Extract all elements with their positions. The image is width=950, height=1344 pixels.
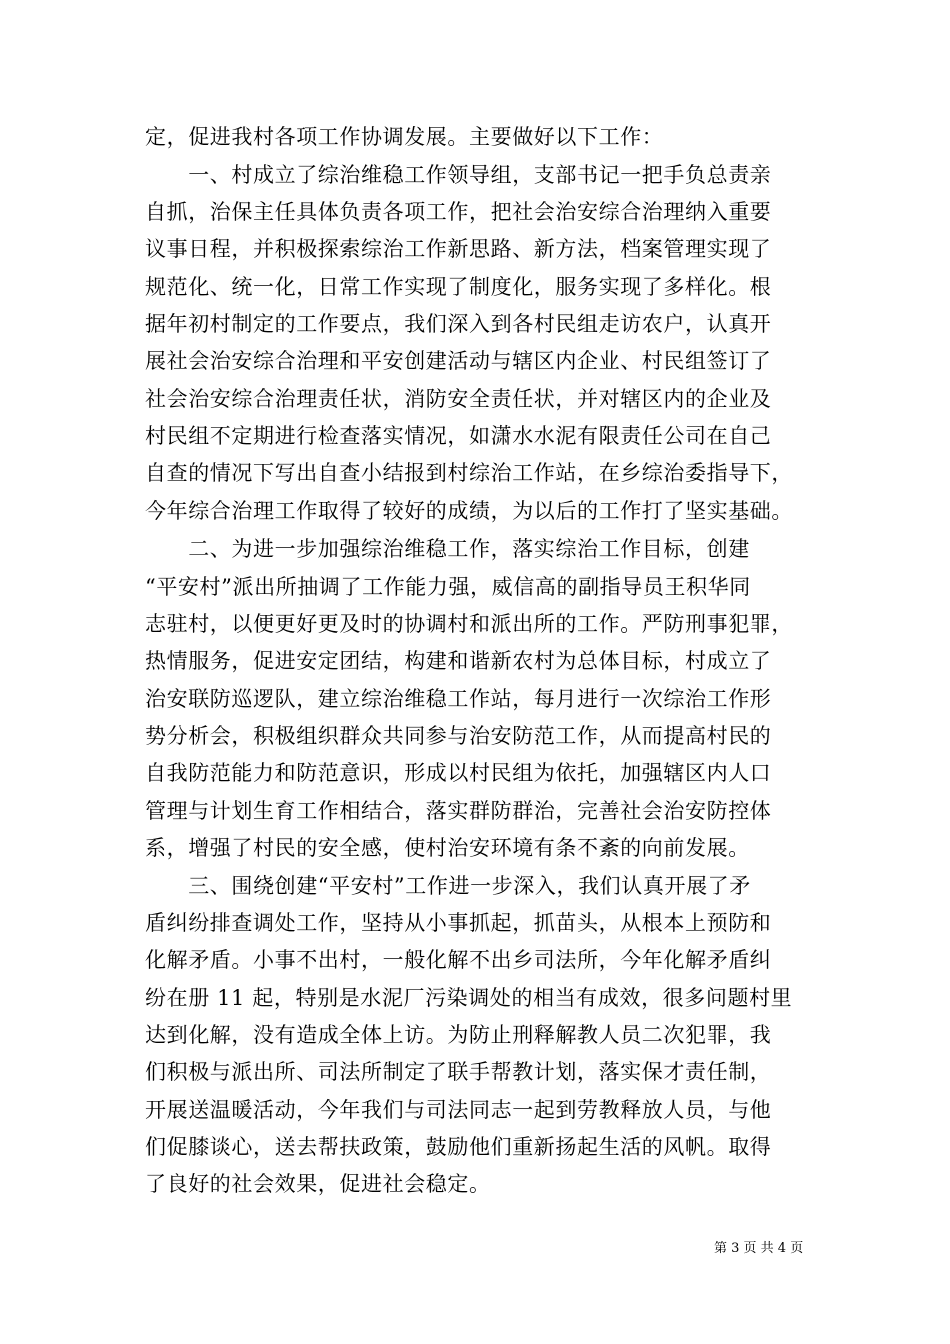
paragraph-line: 据年初村制定的工作要点，我们深入到各村民组走访农户，认真开 [145,312,772,336]
paragraph-line: 管理与计划生育工作相结合，落实群防群治，完善社会治安防控体 [145,799,772,823]
paragraph-line: 了良好的社会效果，促进社会稳定。 [145,1172,491,1196]
paragraph-line: 议事日程，并积极探索综治工作新思路、新方法，档案管理实现了 [145,237,772,261]
paragraph-line: 自查的情况下写出自查小结报到村综治工作站，在乡综治委指导下， [145,461,793,485]
paragraph-line: 志驻村，以便更好更及时的协调村和派出所的工作。严防刑事犯罪， [145,612,793,636]
paragraph-line: 自我防范能力和防范意识，形成以村民组为依托，加强辖区内人口 [145,761,772,785]
paragraph-line: 系，增强了村民的安全感，使村治安环境有条不紊的向前发展。 [145,836,750,860]
paragraph-line: “平安村”派出所抽调了工作能力强，威信高的副指导员王积华同 [145,575,751,599]
paragraph-line: 们积极与派出所、司法所制定了联手帮教计划，落实保才责任制， [145,1060,772,1084]
paragraph-line: 们促膝谈心，送去帮扶政策，鼓励他们重新扬起生活的风帆。取得 [145,1135,772,1159]
paragraph-line: 社会治安综合治理责任状，消防安全责任状，并对辖区内的企业及 [145,387,772,411]
paragraph-line: 一、村成立了综治维稳工作领导组，支部书记一把手负总责亲 [145,163,772,187]
paragraph-line: 势分析会，积极组织群众共同参与治安防范工作，从而提高村民的 [145,724,772,748]
page-number-footer: 第 3 页 共 4 页 [714,1241,804,1256]
paragraph-line: 村民组不定期进行检查落实情况，如潇水水泥有限责任公司在自己 [145,424,772,448]
paragraph-line: 治安联防巡逻队，建立综治维稳工作站，每月进行一次综治工作形 [145,687,772,711]
paragraph-line: 今年综合治理工作取得了较好的成绩，为以后的工作打了坚实基础。 [145,499,793,523]
paragraph-line: 达到化解，没有造成全体上访。为防止刑释解教人员二次犯罪，我 [145,1023,772,1047]
paragraph-line: 三、围绕创建“平安村”工作进一步深入，我们认真开展了矛 [145,874,751,898]
paragraph-line: 二、为进一步加强综治维稳工作，落实综治工作目标，创建 [145,537,750,561]
paragraph-line: 自抓，治保主任具体负责各项工作，把社会治安综合治理纳入重要 [145,200,772,224]
paragraph-line: 盾纠纷排查调处工作，坚持从小事抓起，抓苗头，从根本上预防和 [145,911,772,935]
paragraph-line: 热情服务，促进安定团结，构建和谐新农村为总体目标，村成立了 [145,649,772,673]
paragraph-line: 定，促进我村各项工作协调发展。主要做好以下工作： [145,125,664,149]
paragraph-line: 规范化、统一化，日常工作实现了制度化，服务实现了多样化。根 [145,275,772,299]
paragraph-line: 展社会治安综合治理和平安创建活动与辖区内企业、村民组签订了 [145,349,772,373]
paragraph-line: 化解矛盾。小事不出村，一般化解不出乡司法所，今年化解矛盾纠 [145,948,772,972]
paragraph-line: 纷在册 11 起，特别是水泥厂污染调处的相当有成效，很多问题村里 [145,986,793,1010]
paragraph-line: 开展送温暖活动，今年我们与司法同志一起到劳教释放人员，与他 [145,1098,772,1122]
